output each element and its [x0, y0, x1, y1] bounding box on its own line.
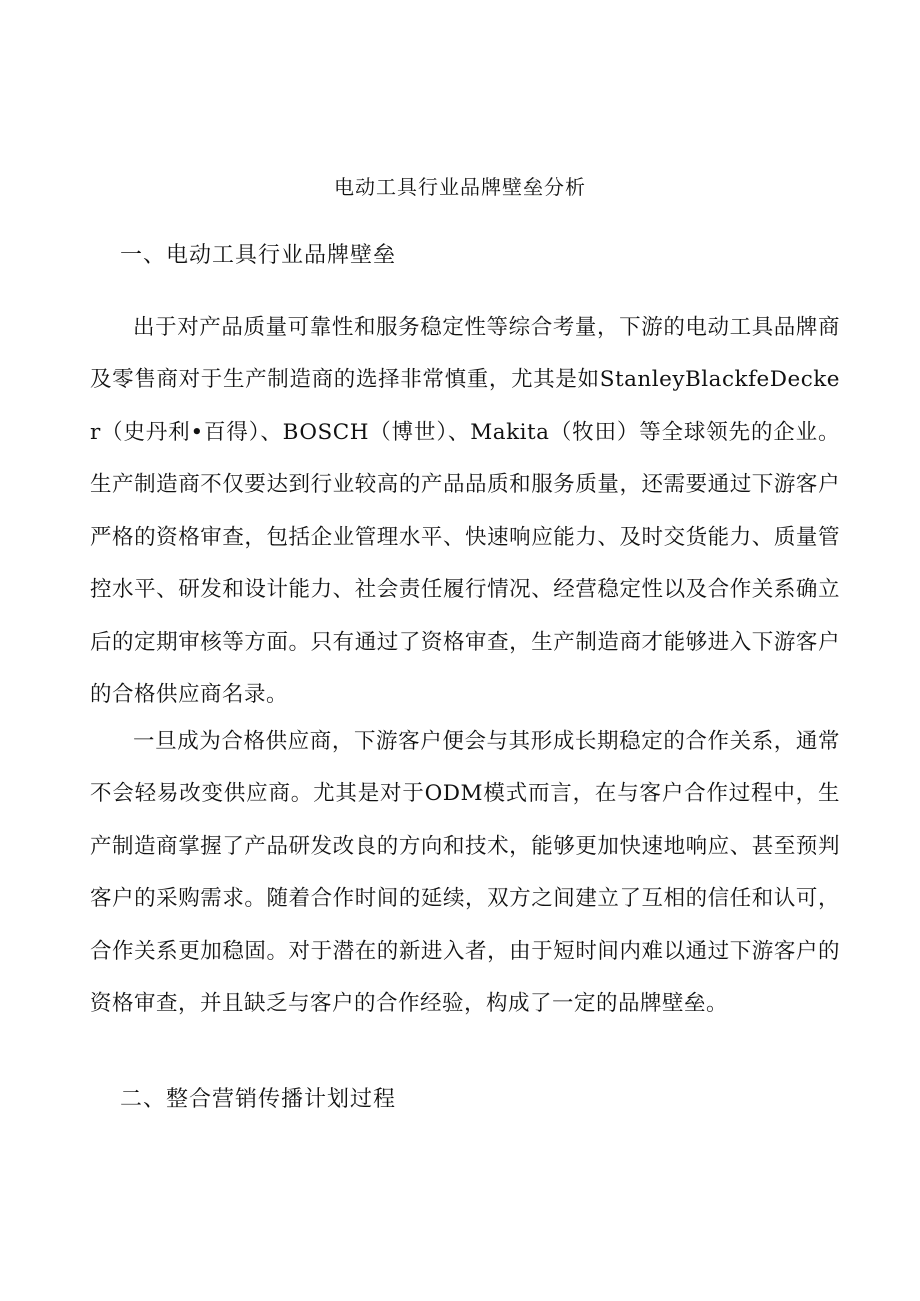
- section-heading-2: 二、整合营销传播计划过程: [120, 1087, 397, 1112]
- section-heading-1: 一、电动工具行业品牌壁垒: [120, 243, 397, 268]
- document-title: 电动工具行业品牌壁垒分析: [334, 175, 586, 199]
- paragraph-1: 出于对产品质量可靠性和服务稳定性等综合考量，下游的电动工具品牌商及零售商对于生产制造商的选择非常慎重，尤其是如StanleyBlackfeDecker（史丹利•百得）、BOSCH（博世）、Makita（牧田）等全球领先的企业。生产制造商不仅要达到行业较高的产品品质和服务质量，还需要通过下游客户严格的资格审查，包括企业管理水平、快速响应能力、及时交货能力、质量管控水平、研发和设计能力、社会责任履行情况、经营稳定性以及合作关系确立后的定期审核等方面。只有通过了资格审查，生产制造商才能够进入下游客户的合格供应商名录。: [90, 314, 840, 707]
- paragraph-2: 一旦成为合格供应商，下游客户便会与其形成长期稳定的合作关系，通常不会轻易改变供应商。尤其是对于ODM模式而言，在与客户合作过程中，生产制造商掌握了产品研发改良的方向和技术，能够更加快速地响应、甚至预判客户的采购需求。随着合作时间的延续，双方之间建立了互相的信任和认可，合作关系更加稳固。对于潜在的新进入者，由于短时间内难以通过下游客户的资格审查，并且缺乏与客户的合作经验，构成了一定的品牌壁垒。: [90, 728, 840, 1016]
